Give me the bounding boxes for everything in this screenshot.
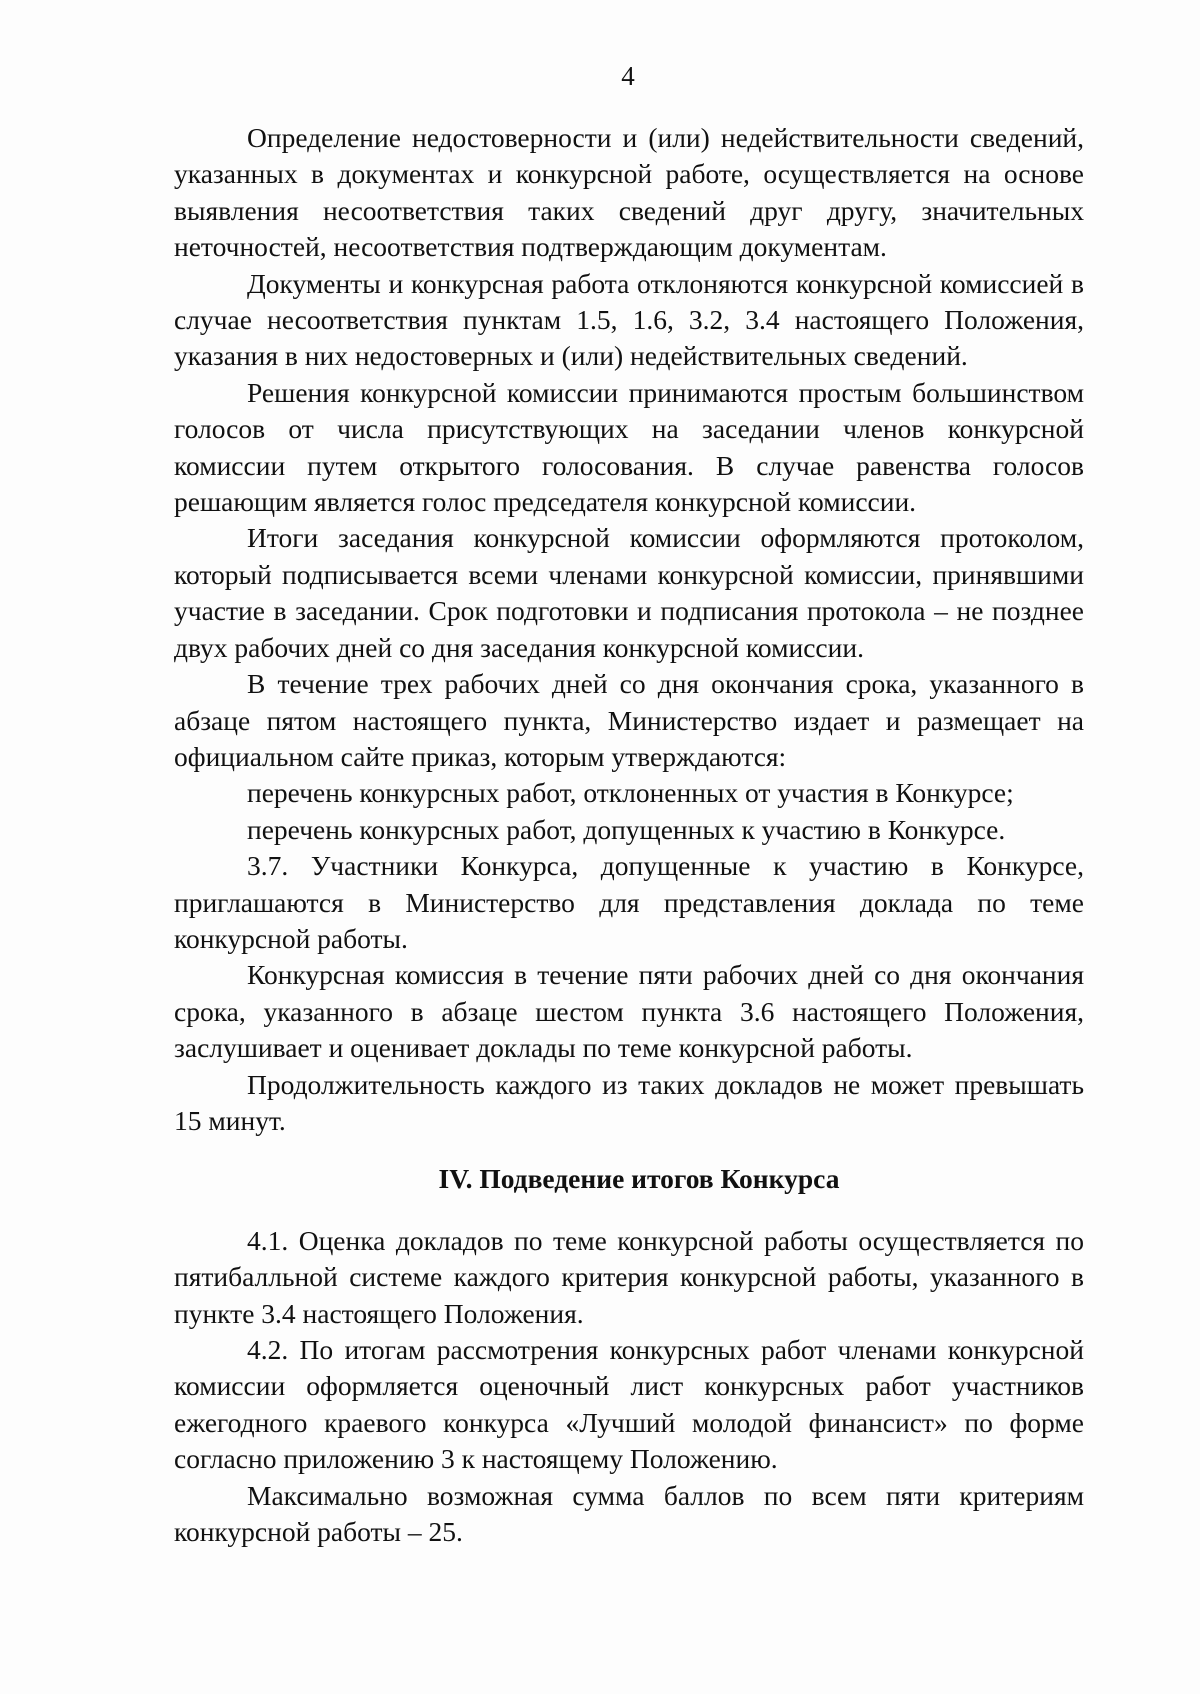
paragraph-4-2-evaluation-sheet: 4.2. По итогам рассмотрения конкурсных работ членами конкурсной комиссии оформляется оценочный лист конкурсных работ участников ежегодного краевого конкурса «Лучший молодой финансист» по форме согласно приложению 3 к настоящему Положению. [174,1334,1084,1475]
paragraph-report-duration: Продолжительность каждого из таких докладов не может превышать 15 минут. [174,1068,1084,1136]
paragraph-meeting-protocol: Итоги заседания конкурсной комиссии оформляются протоколом, который подписывается всеми членами конкурсной комиссии, принявшими участие в заседании. Срок подготовки и подписания протокола – не позднее двух рабочих дней со дня заседания конкурсной комиссии. [174,522,1084,663]
paragraph-3-7-invitation: 3.7. Участники Конкурса, допущенные к участию в Конкурсе, приглашаются в Министерство для представления доклада по теме конкурсной работы. [174,850,1084,954]
list-item-rejected-works: перечень конкурсных работ, отклоненных от участия в Конкурсе; [247,777,1014,809]
document-body [174,120,1084,1550]
list-item-admitted-works: перечень конкурсных работ, допущенных к участию в Конкурсе. [247,813,1006,845]
paragraph-ministry-order: В течение трех рабочих дней со дня окончания срока, указанного в абзаце пятом настоящего пункта, Министерство издает и размещает на официальном сайте приказ, которым утверждаются: [174,668,1084,772]
paragraph-4-1-scoring: 4.1. Оценка докладов по теме конкурсной работы осуществляется по пятибалльной системе каждого критерия конкурсной работы, указанного в пункте 3.4 настоящего Положения. [174,1224,1084,1329]
paragraph-max-score: Максимально возможная сумма баллов по всем пяти критериям конкурсной работы – 25. [174,1479,1084,1548]
paragraph-unreliable-info: Определение недостоверности и (или) недействительности сведений, указанных в документах и конкурсной работе, осуществляется на основе выявления несоответствия таких сведений друг другу, значительных неточностей, несоответствия подтверждающим документам. [174,122,1084,263]
paragraph-reports-evaluation: Конкурсная комиссия в течение пяти рабочих дней со дня окончания срока, указанного в абзаце шестом пункта 3.6 настоящего Положения, заслушивает и оценивает доклады по теме конкурсной работы. [174,959,1084,1064]
section-heading: IV. Подведение итогов Конкурса [438,1163,840,1195]
paragraph-commission-decisions: Решения конкурсной комиссии принимаются простым большинством голосов от числа присутствующих на заседании членов конкурсной комиссии путем открытого голосования. В случае равенства голосов решающим является голос председателя конкурсной комиссии. [174,376,1084,518]
paragraph-rejection-grounds: Документы и конкурсная работа отклоняются конкурсной комиссией в случае несоответствия пунктам 1.5, 1.6, 3.2, 3.4 настоящего Положения, указания в них недостоверных и (или) недействительных сведений. [174,267,1084,372]
page-number: 4 [621,61,635,91]
